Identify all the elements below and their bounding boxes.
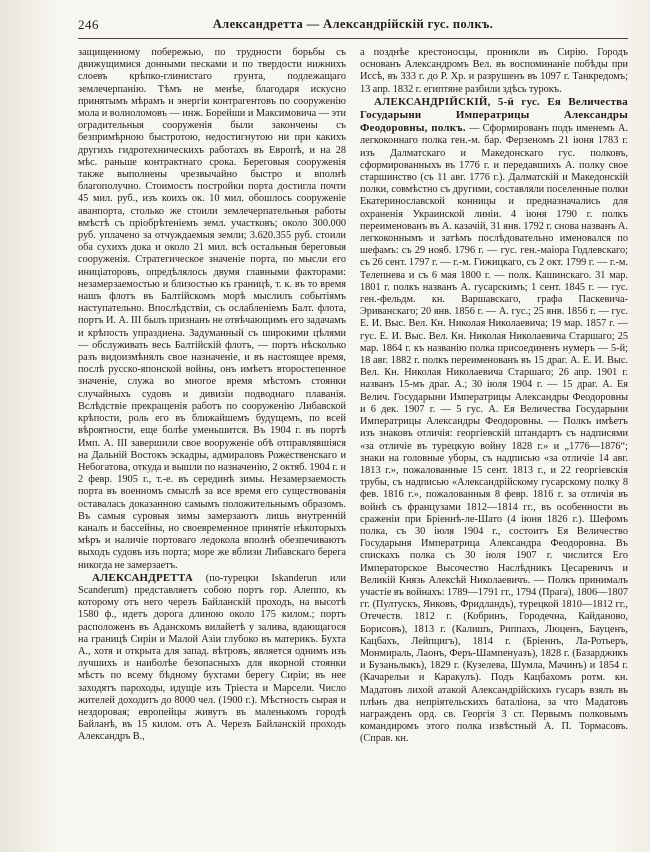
left-column bbox=[78, 47, 346, 837]
page-header bbox=[78, 16, 628, 39]
text-columns bbox=[78, 47, 628, 837]
article-heading-alexandriysky: АЛЕКСАНДРІЙСКІЙ, 5-й гус. Ея Величества Государыни Императрицы Александры Феодоровны, полкъ. bbox=[360, 95, 628, 135]
article-body-alexandriysky: — Сформированъ подъ именемъ А. легкоконнаго полка ген.-м. бар. Ферзеномъ 21 іюня 1783 г. изъ Далматскаго и Македонскаго гус. полковъ, сформированныхъ въ 1776 г. и передавшихъ А. полку свое старшинство (съ 11 авг. 1776 г.). Далматскій и Македонскій полки, совмѣстно съ другими, составляли поселенные полки Екатеринославской конницы и предназначались для охраненія Украинской линіи. 4 іюня 1790 г. полкъ переименованъ въ А. казачій, 31 янв. 1792 г. снова названъ А. легкоконнымъ и затѣмъ послѣдовательно именовался по шефамъ: съ 29 нояб. 1796 г. — гус. ген.-маіора Годлевскаго; съ 26 сент. 1797 г. — г.-м. Гижицкаго, съ 2 окт. 1799 г. — г.-м. Телепнева и съ 6 мая 1800 г. — полк. Кашинскаго. 31 мар. 1801 г. полкъ названъ А. гусарскимъ; 1 сент. 1845 г. — гус. ген.-фельдм. кн. Варшавскаго, графа Паскевича-Эриванскаго; 20 янв. 1856 г. — А. гус.; 25 янв. 1856 г. — гус. Е. И. Выс. Вел. Кн. Николая Николаевича; 19 мар. 1857 г. — гус. Е. И. Выс. Вел. Кн. Николая Николаевича Старшаго; 25 мар. 1864 г. къ названію полка присоединенъ нумеръ — 5-й; 18 авг. 1882 г. полкъ переименованъ въ 15 драг. А. Е. И. Выс. Вел. Кн. Николая Николаевича Старшаго; 26 апр. 1901 г. названъ 15-мъ драг. А.; 30 іюля 1904 г. — 15 драг. А. Ея Велич. Государыни Императрицы Александры Феодоровны и 6 дек. 1907 г. — 5 гус. А. Ея Величества Государыни Императрицы Александры Феодоровны. — Полкъ имѣетъ изъ знаковъ отличія: георгіевскій штандартъ съ надписями «за отличіе въ турецкую войну 1828 г.» и „1776—1876“; знаки на головные уборы, съ надписью «за отличіе 14 авг. 1813 г.», пожалованные 15 сент. 1813 г., и 22 георгіевскія трубы, съ надписью «Александрійскому гусарскому полку 8 фев. 1816 г.», пожалованныя 8 февр. 1816 г. за отличія въ войнѣ съ французами 1812—1814 гг., въ особенности въ сраженіи при Бріеннѣ-ле-Шато (4 іюня 1826 г.). Шефомъ полка, съ 30 іюля 1904 г., состоитъ Ея Величество Государыня Императрица Александра Феодоровна. Въ спискахъ полка съ 30 іюля 1907 г. числится Его Императорское Высочество Наслѣдникъ Цесаревичъ и Великій Князь Алексѣй Николаевичъ. — Полкъ принималъ участіе въ войнахъ: 1789—1791 гг., 1794 (Прага), 1806—1807 гг. (Пултускъ, Янковъ, Фридландъ), турецкой 1810—1812 гг., Отечеств. 1812 г. (Кобринъ, Городечна, Кайданово, Борисовъ), 1813 г. (Калишъ, Риппахъ, Люценъ, Бауценъ, Кацбахъ, Лейпцигъ), 1814 г. (Бріеннъ, Ла-Ротьеръ, Монмираль, Лаонъ, Феръ-Шампенуазъ), 1828 г. (Базарджикъ и Бузаньлыкъ), 1829 г. (Кузелева, Шумла, Мачинъ) и 1854 г. (Качарельи и Каракулъ). Подъ Кацбахомъ ротм. кн. Мадатовъ лихой атакой Александрійскихъ гусаръ взялъ въ плѣнъ два непріятельскихъ баталіона, за что Мадатовъ награжденъ орд. св. Георгія 3 ст. Первымъ полковымъ командиромъ этого полка извѣстный А. П. Тормасовъ. (Справ. кн. bbox=[360, 123, 628, 745]
article-heading-alexandretta: АЛЕКСАНДРЕТТА bbox=[92, 571, 194, 584]
body-text: а позднѣе крестоносцы, проникли въ Сирію. Городъ основанъ Александромъ Вел. въ воспоминаніе побѣды при Иссѣ, въ 333 г. до Р. Хр. и разрушенъ въ 1097 г. Танкредомъ; 13 апр. 1832 г. египтяне разбили здѣсь турокъ. bbox=[360, 47, 628, 95]
paragraph-alexandretta-continuation bbox=[360, 47, 628, 96]
paragraph-port-continuation bbox=[78, 47, 346, 572]
body-text: защищенному побережью, по трудности борьбы съ движущимися донными песками и по твердости нижнихъ слоевъ крѣпко-глинистаго грунта, подлежащаго землечерпанію. Тѣмъ не менѣе, благодаря искусно принятымъ мѣрамъ и энергіи контрагентовъ по сооруженію мола и волноломовъ — инж. Борейши и Максимовича — эти оградительныя сооруженія были закончены съ безпримѣрною быстротою, недостигнутою ни при какихъ другихъ гидротехническихъ работахъ въ Европѣ, и на 28 мѣс. раньше контрактнаго срока. Береговыя сооруженія также выполнены чрезвычайно быстро и вполнѣ благополучно. Стоимость постройки порта достигла почти 45 мил. руб., изъ коихъ ок. 10 мил. обошлось сооруженіе аванпорта, столько же стоили землечерпательныя работы вмѣстѣ съ пріобрѣтеніемъ земл. участковъ; около 300.000 руб. уплачено за отчуждаемыя земли; 3.620.355 руб. стоили оба сухихъ дока и около 21 мил. всѣ остальныя береговыя сооруженія. Стратегическое значеніе порта, по мысли его иниціаторовъ, опредѣлялось двумя главными факторами: незамерзаемостью и близостью къ границѣ, т. к. въ то время нашъ флотъ въ Балтійскомъ морѣ мыслилъ событіямъ наступательно. Впослѣдствіи, съ ослабленіемъ Балт. флота, портъ И. А. III былъ признанъ не отвѣчающимъ его задачамъ и крѣпость упразднена. Задуманный съ широкими цѣлями — обслуживать весь Балтійскій флотъ, — портъ нѣсколько разъ видоизмѣнялъ свое назначеніе, и въ настоящее время, послѣ русско-японской войны, онъ имѣетъ второстепенное значеніе, служа во многое время мѣстомъ стоянки случайныхъ судовъ и дивизіи подводнаго плаванія. Вслѣдствіе прекращенія работъ по сооруженію Либавской крѣпости, роль его въ ближайшемъ будущемъ, по всей вѣроятности, еще болѣе уменьшится. Въ 1904 г. въ портѣ Имп. А. III завершили свое вооруженіе обѣ отправлявшіяся на Дальній Востокъ эскадры, адмираловъ Рожественскаго и Небогатова, откуда и вышли по назначенію, 2 октяб. 1904 г. и 2 февр. 1905 г., т.-е. въ серединѣ зимы. Незамерзаемость порта въ военномъ смыслѣ за все время его существованія оставалась доказанною самымъ положительнымъ образомъ. Въ самыя суровыя зимы замерзаютъ лишь внутренній каналъ и бассейны, но своевременное принятіе нѣкоторыхъ мѣръ и наличіе портоваго ледокола вполнѣ обезпечиваютъ выходъ судовъ изъ порта; море же вблизи Либавскаго берега никогда не замерзаетъ. bbox=[78, 47, 346, 571]
right-column bbox=[360, 47, 628, 837]
article-alexandretta bbox=[78, 572, 346, 744]
article-body-alexandretta: (по-турецки Iskanderun или Scanderum) представляетъ собою портъ гор. Алеппо, къ которому отъ него черезъ Байланскій проходъ, на высотѣ 1580 ф., идетъ дорога длиною около 175 килом.; портъ расположенъ въ Аданскомъ вилайетѣ у залива, вдающагося на границѣ Сиріи и Малой Азіи глубоко въ материкъ. Бухта А., хотя и открыта для запад. вѣтровъ, является однимъ изъ лучшихъ и наиболѣе безопасныхъ для якорной стоянки мѣстъ по всему бѣдному бухтами берегу Сиріи; въ нее заходятъ пароходы, идущіе изъ Тріеста и Марсели. Число жителей доходитъ до 8000 чел. (1900 г.). Мѣстность сырая и нездоровая; европейцы живутъ въ маленькомъ городѣ Байланѣ, въ 15 килом. отъ А. Черезъ Байланскій проходъ Александръ В., bbox=[78, 572, 346, 743]
page-number: 246 bbox=[78, 17, 99, 32]
article-alexandriysky-regiment bbox=[360, 96, 628, 746]
running-title: Александретта — Александрійскій гус. полкъ. bbox=[212, 17, 494, 31]
